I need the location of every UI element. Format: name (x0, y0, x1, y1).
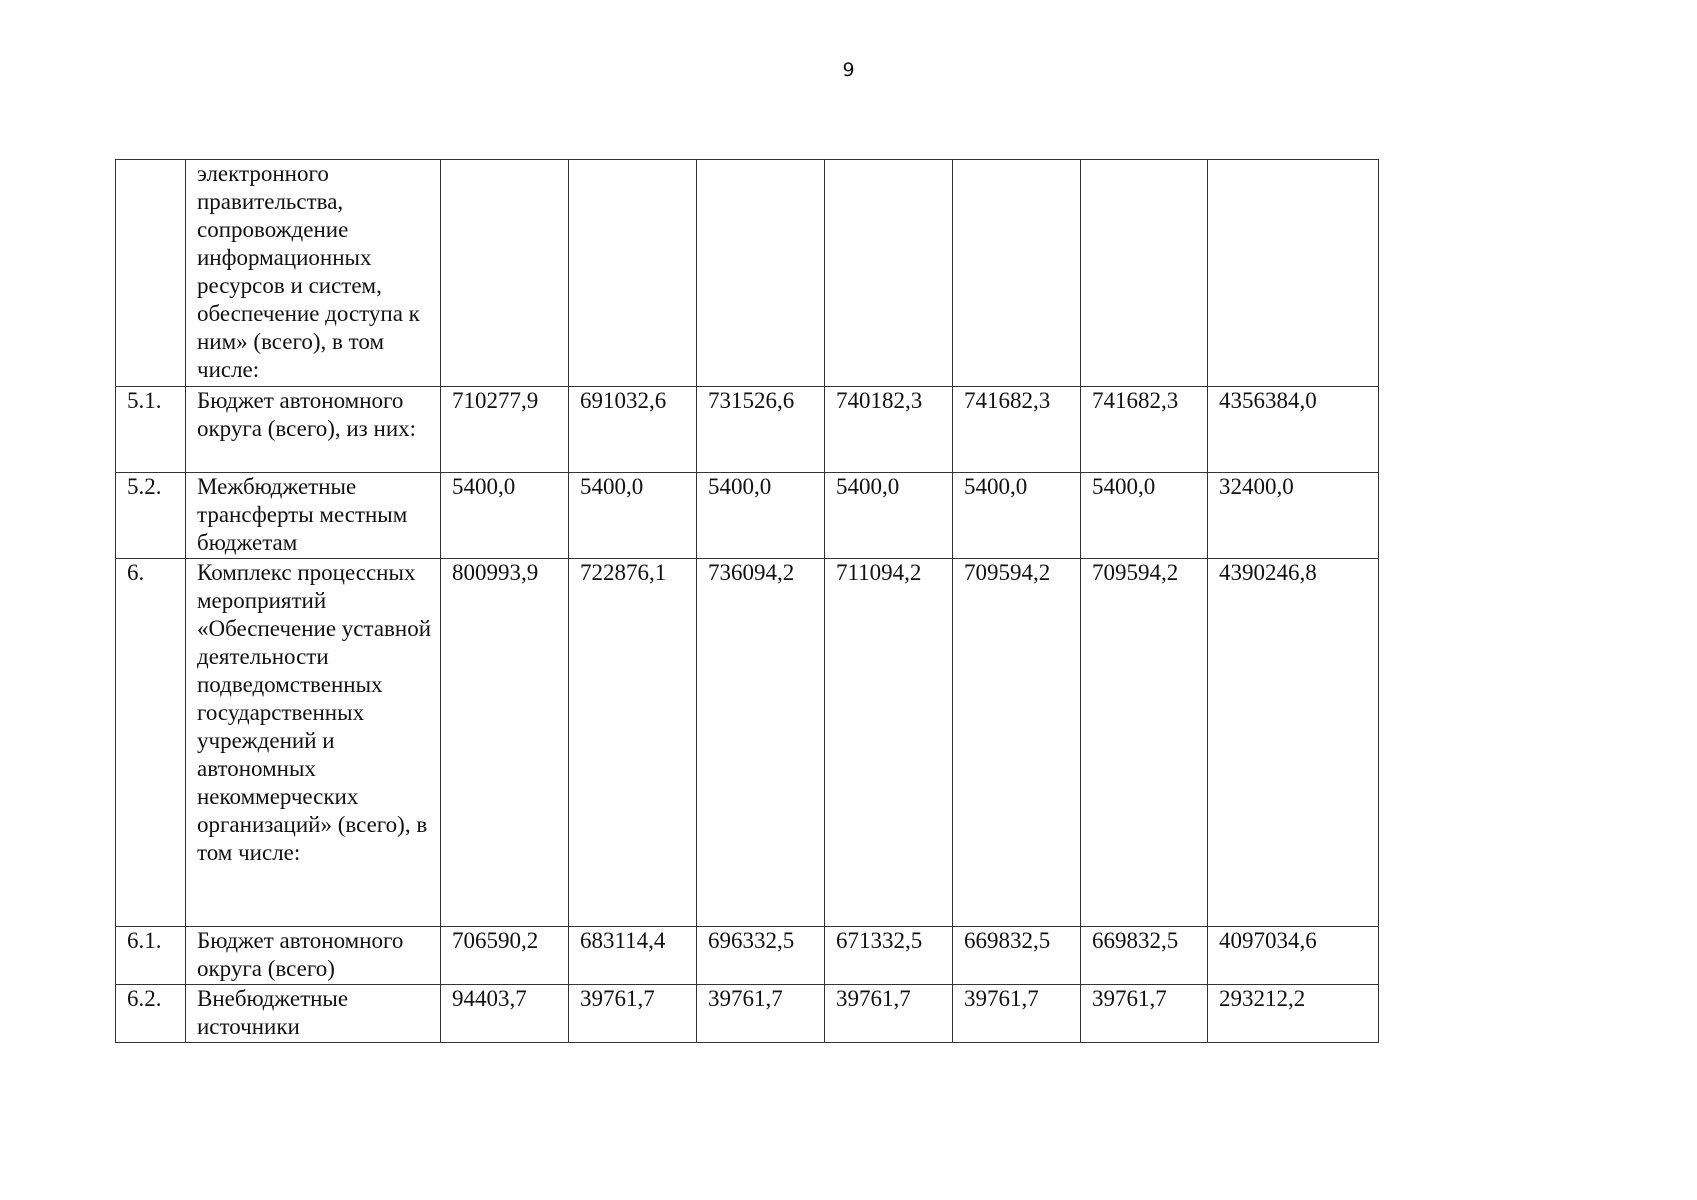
row-number-cell: 6.1. (116, 927, 186, 985)
value-cell: 710277,9 (441, 387, 569, 473)
total-cell: 32400,0 (1208, 473, 1379, 559)
value-cell: 39761,7 (825, 985, 953, 1043)
value-cell (441, 160, 569, 387)
value-cell: 740182,3 (825, 387, 953, 473)
table-row (116, 473, 1379, 559)
value-cell (953, 160, 1081, 387)
total-cell: 4356384,0 (1208, 387, 1379, 473)
value-cell: 94403,7 (441, 985, 569, 1043)
value-cell (697, 160, 825, 387)
value-cell: 671332,5 (825, 927, 953, 985)
row-number-cell (116, 160, 186, 387)
value-cell: 5400,0 (953, 473, 1081, 559)
value-cell: 5400,0 (825, 473, 953, 559)
row-number-cell: 5.2. (116, 473, 186, 559)
value-cell: 741682,3 (1081, 387, 1208, 473)
value-cell: 706590,2 (441, 927, 569, 985)
value-cell: 39761,7 (569, 985, 697, 1043)
value-cell: 722876,1 (569, 559, 697, 927)
value-cell: 5400,0 (441, 473, 569, 559)
row-name-cell: Внебюджетные источники (186, 985, 441, 1043)
value-cell: 696332,5 (697, 927, 825, 985)
table-row (116, 559, 1379, 927)
value-cell: 691032,6 (569, 387, 697, 473)
budget-table (115, 159, 1379, 1043)
value-cell: 39761,7 (953, 985, 1081, 1043)
value-cell: 711094,2 (825, 559, 953, 927)
table-row (116, 927, 1379, 985)
row-name-cell: электронного правительства, сопровождение информационных ресурсов и систем, обеспечение доступа к ним» (всего), в том числе: (186, 160, 441, 387)
value-cell: 736094,2 (697, 559, 825, 927)
value-cell: 741682,3 (953, 387, 1081, 473)
table-row (116, 985, 1379, 1043)
value-cell: 731526,6 (697, 387, 825, 473)
total-cell: 293212,2 (1208, 985, 1379, 1043)
total-cell: 4390246,8 (1208, 559, 1379, 927)
value-cell: 709594,2 (1081, 559, 1208, 927)
page-number: 9 (842, 59, 855, 81)
value-cell: 5400,0 (697, 473, 825, 559)
table-row (116, 160, 1379, 387)
table-row (116, 387, 1379, 473)
value-cell: 683114,4 (569, 927, 697, 985)
row-name-cell: Бюджет автономного округа (всего), из них: (186, 387, 441, 473)
value-cell (825, 160, 953, 387)
value-cell: 39761,7 (697, 985, 825, 1043)
total-cell: 4097034,6 (1208, 927, 1379, 985)
value-cell: 709594,2 (953, 559, 1081, 927)
value-cell: 39761,7 (1081, 985, 1208, 1043)
row-number-cell: 6.2. (116, 985, 186, 1043)
value-cell: 800993,9 (441, 559, 569, 927)
value-cell (1081, 160, 1208, 387)
value-cell: 669832,5 (1081, 927, 1208, 985)
row-number-cell: 6. (116, 559, 186, 927)
row-name-cell: Комплекс процессных мероприятий «Обеспечение уставной деятельности подведомственных государственных учреждений и автономных некоммерческих организаций» (всего), в том числе: (186, 559, 441, 927)
row-name-cell: Бюджет автономного округа (всего) (186, 927, 441, 985)
row-number-cell: 5.1. (116, 387, 186, 473)
value-cell (569, 160, 697, 387)
total-cell (1208, 160, 1379, 387)
row-name-cell: Межбюджетные трансферты местным бюджетам (186, 473, 441, 559)
value-cell: 5400,0 (1081, 473, 1208, 559)
value-cell: 5400,0 (569, 473, 697, 559)
value-cell: 669832,5 (953, 927, 1081, 985)
